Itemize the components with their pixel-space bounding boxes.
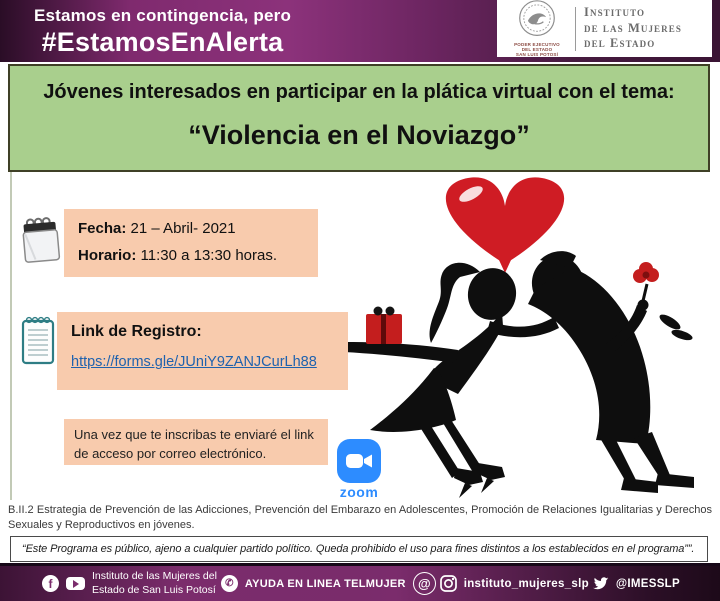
horario-label: Horario: xyxy=(78,247,137,264)
program-strategy-text: B.II.2 Estrategia de Prevención de las Adicciones, Prevención del Embarazo en Adolescentes, Promoción de Relaciones Igualitarias y Derechos Sexuales y Reproductivos en jóvenes. xyxy=(8,504,712,532)
kissing-couple-illustration xyxy=(340,172,720,505)
registration-box xyxy=(57,312,348,390)
footer-twitter-group[interactable] xyxy=(593,577,680,590)
zoom-camera-icon xyxy=(337,439,381,483)
calendar-icon xyxy=(20,214,62,266)
registration-link[interactable]: https://forms.gle/JUniY9ZANJCurLh88 xyxy=(71,354,317,370)
footer-telmujer-group xyxy=(221,572,436,595)
fecha-row xyxy=(78,220,304,237)
registration-label: Link de Registro: xyxy=(71,323,202,340)
zoom-wordmark: zoom xyxy=(339,484,379,500)
schedule-box xyxy=(64,209,318,277)
instagram-icon[interactable] xyxy=(440,575,457,592)
eagle-seal-icon xyxy=(516,0,558,39)
zoom-logo xyxy=(335,439,383,500)
disclaimer-text: “Este Programa es público, ajeno a cualquier partido político. Queda prohibido el uso para fines distintos a los establecidos en el programa””. xyxy=(22,543,695,555)
facebook-icon[interactable]: f xyxy=(42,575,59,592)
email-note-box: Una vez que te inscribas te enviaré el link de acceso por correo electrónico. xyxy=(64,419,328,465)
footer-institute-group xyxy=(42,570,217,596)
gift-icon xyxy=(366,307,402,345)
invitation-line: Jóvenes interesados en participar en la plática virtual con el tema: xyxy=(43,81,675,103)
horario-row xyxy=(78,247,304,264)
left-rule xyxy=(10,172,12,500)
logo-divider xyxy=(575,7,576,51)
man-silhouette xyxy=(527,251,694,493)
seal-caption: PODER EJECUTIVO DEL ESTADO SAN LUIS POTOSÍ xyxy=(514,42,560,58)
youtube-icon[interactable] xyxy=(66,577,85,590)
horario-value: 11:30 a 13:30 horas. xyxy=(136,247,278,264)
top-banner xyxy=(0,0,720,62)
twitter-handle[interactable]: @IMESSLP xyxy=(615,577,680,590)
twitter-icon[interactable] xyxy=(593,577,609,590)
institution-logo-box xyxy=(497,0,712,57)
telmujer-label: AYUDA EN LINEA TELMUJER xyxy=(244,577,406,590)
title-banner xyxy=(8,64,710,172)
instagram-handle[interactable]: instituto_mujeres_slp xyxy=(463,577,589,590)
fecha-value: 21 – Abril- 2021 xyxy=(126,220,236,237)
talk-title: “Violencia en el Noviazgo” xyxy=(188,120,530,150)
government-seal xyxy=(505,0,569,58)
campaign-slogan xyxy=(10,6,315,58)
slogan-hashtag: #EstamosEnAlerta xyxy=(41,27,284,57)
disclaimer-box xyxy=(10,536,708,562)
phone-icon: ✆ xyxy=(221,575,238,592)
notepad-icon xyxy=(20,313,56,365)
slogan-line1: Estamos en contingencia, pero xyxy=(33,6,292,25)
footer-instagram-group[interactable] xyxy=(440,575,589,592)
at-sign-icon: @ xyxy=(413,572,436,595)
institute-name: Instituto de las Mujeres del Estado xyxy=(584,5,682,51)
footer-bar xyxy=(0,563,720,601)
footer-institute-name: Instituto de las Mujeres del Estado de San Luis Potosí xyxy=(92,570,217,596)
fecha-label: Fecha: xyxy=(78,220,127,237)
flower-icon xyxy=(633,262,659,301)
